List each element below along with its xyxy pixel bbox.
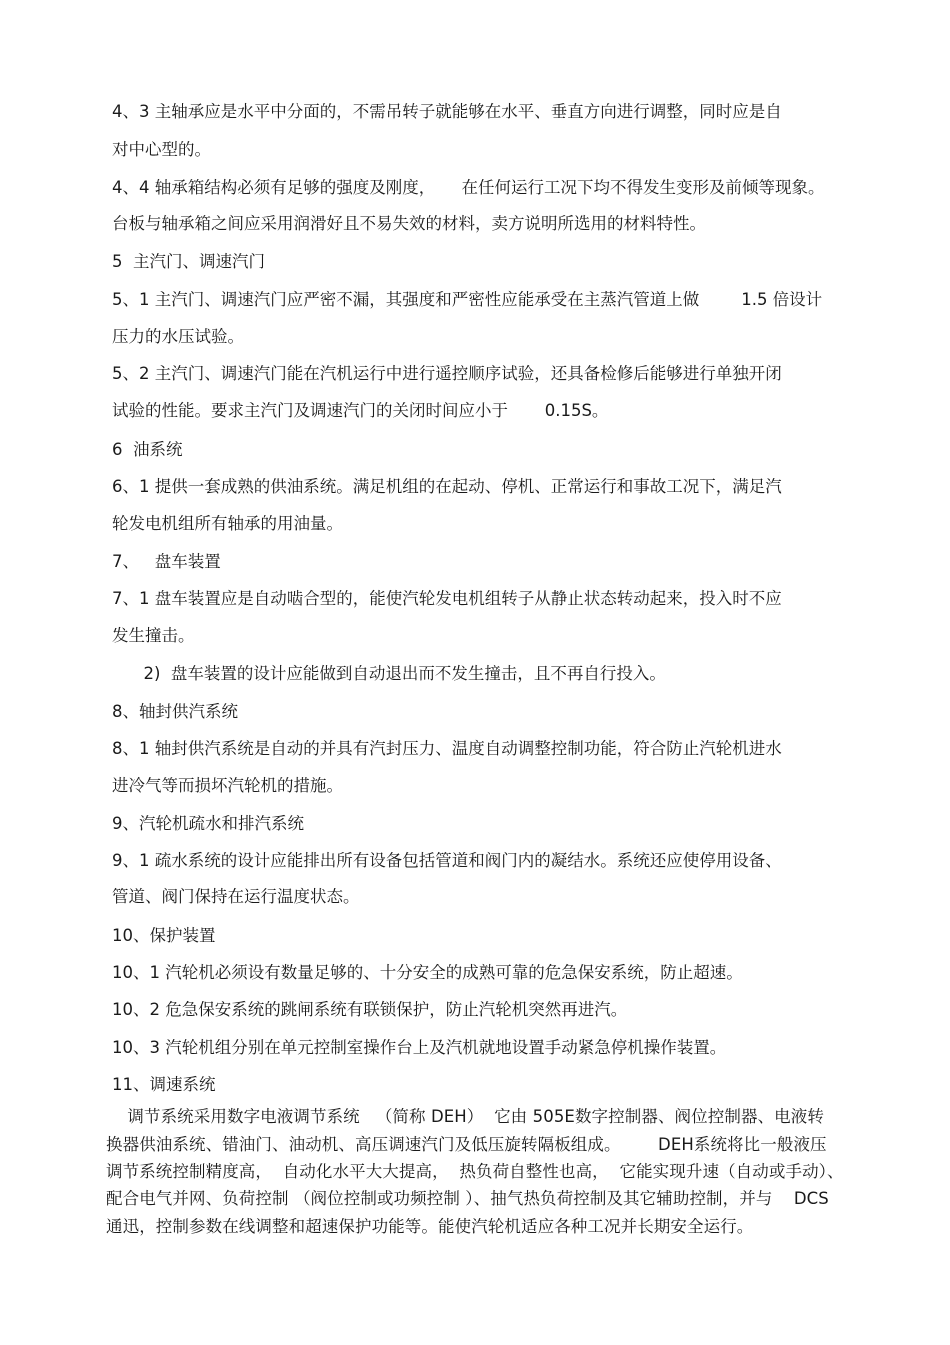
text-line: 进冷气等而损坏汽轮机的措施。 — [112, 776, 343, 795]
text-line: 4、4 轴承箱结构必须有足够的强度及刚度， 在任何运行工况下均不得发生变形及前倾等现象。 — [112, 178, 825, 197]
paragraph-line: 配合电气并网、负荷控制 （阀位控制或功频控制 ）、抽气热负荷控制及其它辅助控制，并与 DCS — [106, 1189, 829, 1208]
section-heading: 8、轴封供汽系统 — [112, 702, 238, 721]
text-line: 管道、阀门保持在运行温度状态。 — [112, 887, 360, 906]
paragraph-line: 换器供油系统、错油门、油动机、高压调速汽门及低压旋转隔板组成。 DEH系统将比一般液压 — [106, 1135, 827, 1154]
section-heading: 5 主汽门、调速汽门 — [112, 252, 265, 271]
section-heading: 9、汽轮机疏水和排汽系统 — [112, 814, 304, 833]
text-line: 试验的性能。要求主汽门及调速汽门的关闭时间应小于 0.15S。 — [112, 401, 609, 420]
text-line: 压力的水压试验。 — [112, 327, 244, 346]
text-line: 10、1 汽轮机必须设有数量足够的、十分安全的成熟可靠的危急保安系统，防止超速。 — [112, 963, 743, 982]
text-line: 5、2 主汽门、调速汽门能在汽机运行中进行遥控顺序试验，还具备检修后能够进行单独开闭 — [112, 364, 782, 383]
text-line: 10、3 汽轮机组分别在单元控制室操作台上及汽机就地设置手动紧急停机操作装置。 — [112, 1038, 727, 1057]
text-line: 对中心型的。 — [112, 140, 211, 159]
paragraph-line: 调节系统采用数字电液调节系统 （简称 DEH） 它由 505E数字控制器、阀位控制器、电液转 — [106, 1107, 824, 1126]
section-heading: 6 油系统 — [112, 440, 183, 459]
text-line: 8、1 轴封供汽系统是自动的并具有汽封压力、温度自动调整控制功能，符合防止汽轮机进水 — [112, 739, 782, 758]
paragraph-line: 通迅，控制参数在线调整和超速保护功能等。能使汽轮机适应各种工况并长期安全运行。 — [106, 1217, 754, 1236]
text-line: 轮发电机组所有轴承的用油量。 — [112, 514, 343, 533]
section-heading: 11、调速系统 — [112, 1075, 216, 1094]
text-line: 9、1 疏水系统的设计应能排出所有设备包括管道和阀门内的凝结水。系统还应使停用设备、 — [112, 851, 782, 870]
paragraph-line: 调节系统控制精度高， 自动化水平大大提高， 热负荷自整性也高， 它能实现升速（自动或手动）、 — [106, 1162, 844, 1181]
text-line: 7、1 盘车装置应是自动啮合型的，能使汽轮发电机组转子从静止状态转动起来，投入时不应 — [112, 589, 782, 608]
text-line: 2) 盘车装置的设计应能做到自动退出而不发生撞击，且不再自行投入。 — [112, 664, 666, 683]
section-heading: 7、 盘车装置 — [112, 552, 221, 571]
section-heading: 10、保护装置 — [112, 926, 216, 945]
text-line: 10、2 危急保安系统的跳闸系统有联锁保护，防止汽轮机突然再进汽。 — [112, 1000, 628, 1019]
text-line: 6、1 提供一套成熟的供油系统。满足机组的在起动、停机、正常运行和事故工况下，满足汽 — [112, 477, 782, 496]
text-line: 发生撞击。 — [112, 626, 195, 645]
text-line: 台板与轴承箱之间应采用润滑好且不易失效的材料，卖方说明所选用的材料特性。 — [112, 214, 706, 233]
text-line: 4、3 主轴承应是水平中分面的，不需吊转子就能够在水平、垂直方向进行调整，同时应是自 — [112, 102, 782, 121]
text-line: 5、1 主汽门、调速汽门应严密不漏，其强度和严密性应能承受在主蒸汽管道上做 1.5 倍设计 — [112, 290, 823, 309]
